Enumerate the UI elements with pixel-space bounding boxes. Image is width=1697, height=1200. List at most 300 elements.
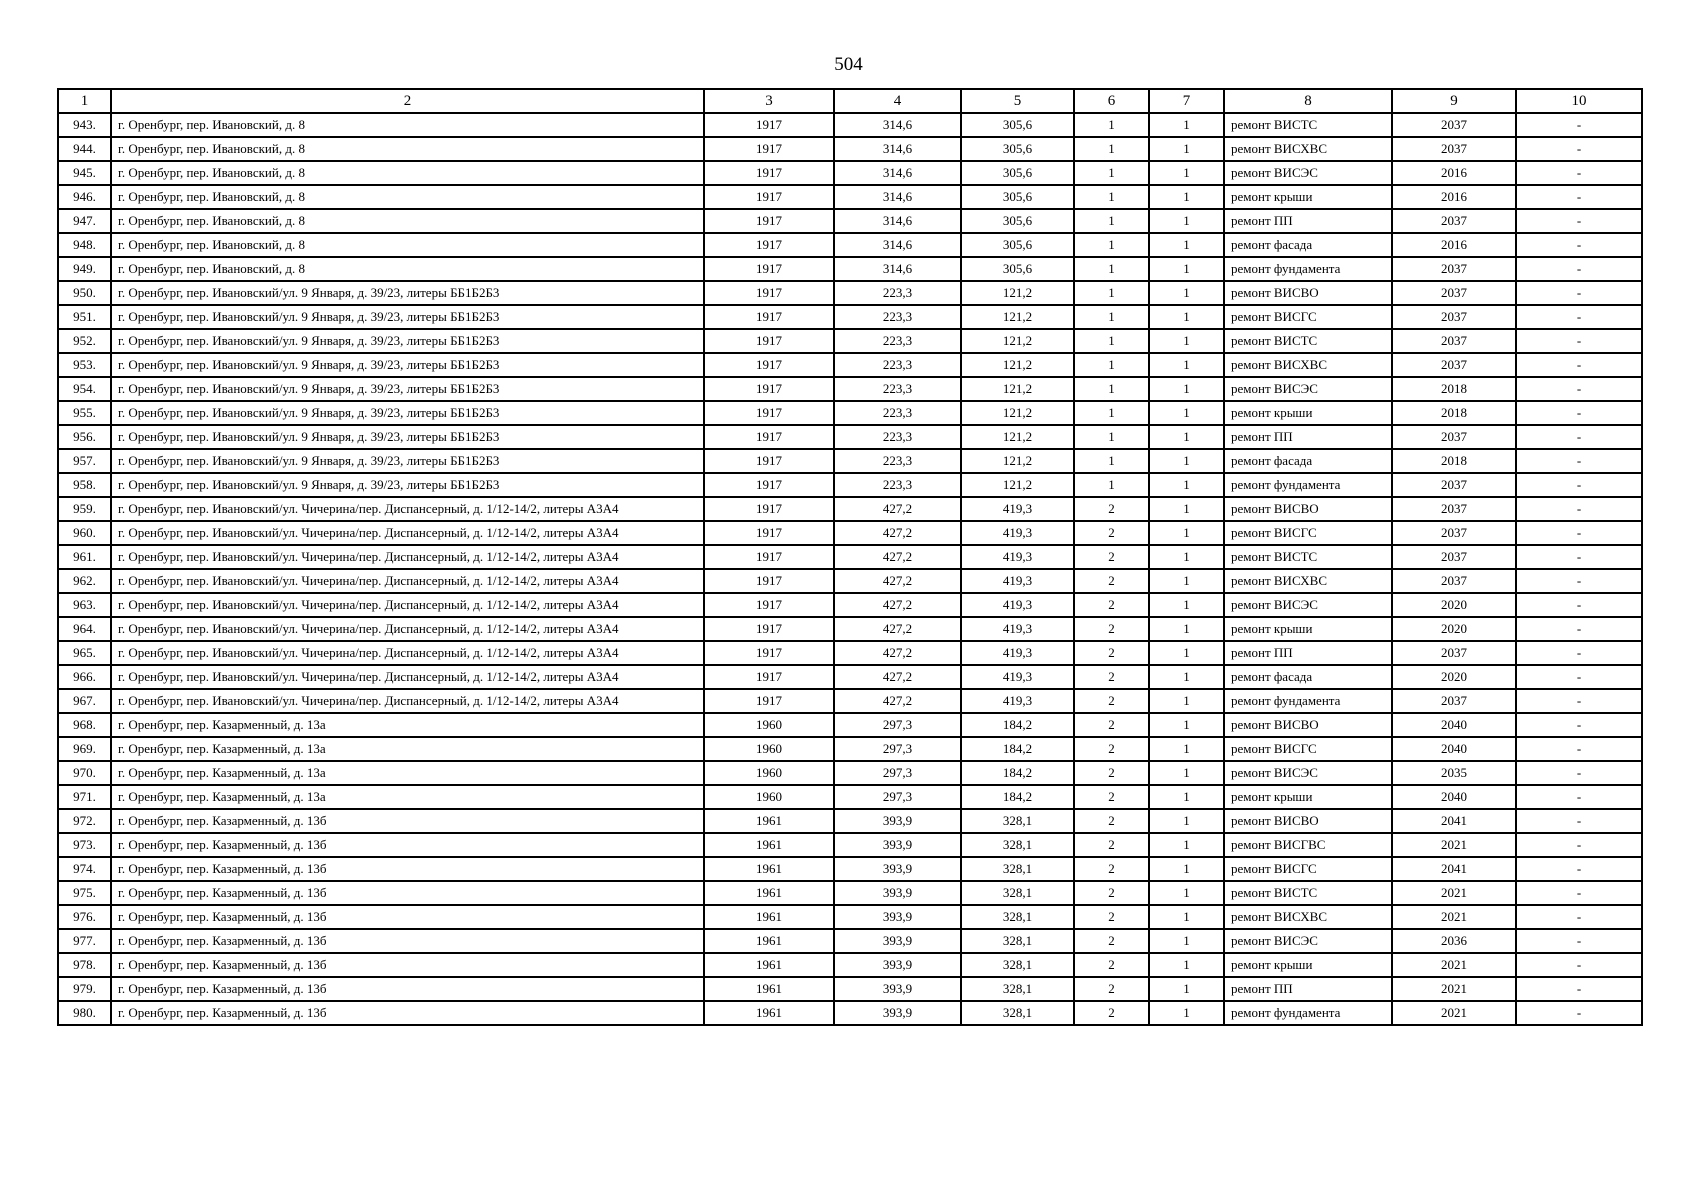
work-type-cell: ремонт фундамента <box>1224 1001 1392 1025</box>
row-number-cell: 948. <box>58 233 111 257</box>
plan-year-cell: 2021 <box>1392 977 1516 1001</box>
row-number-cell: 949. <box>58 257 111 281</box>
work-type-cell: ремонт ВИСТС <box>1224 881 1392 905</box>
address-cell: г. Оренбург, пер. Ивановский, д. 8 <box>111 257 704 281</box>
row-number-cell: 970. <box>58 761 111 785</box>
table-row <box>58 857 1642 881</box>
area-total-cell: 314,6 <box>834 161 961 185</box>
row-number-cell: 969. <box>58 737 111 761</box>
col6-cell: 1 <box>1074 473 1149 497</box>
col10-cell: - <box>1516 305 1642 329</box>
col6-cell: 1 <box>1074 401 1149 425</box>
row-number-cell: 972. <box>58 809 111 833</box>
col6-cell: 2 <box>1074 569 1149 593</box>
table-row <box>58 713 1642 737</box>
col6-cell: 2 <box>1074 713 1149 737</box>
col10-cell: - <box>1516 977 1642 1001</box>
table-row <box>58 881 1642 905</box>
plan-year-cell: 2037 <box>1392 473 1516 497</box>
row-number-cell: 960. <box>58 521 111 545</box>
table-row <box>58 113 1642 137</box>
year-cell: 1917 <box>704 497 834 521</box>
work-type-cell: ремонт крыши <box>1224 401 1392 425</box>
area-living-cell: 419,3 <box>961 521 1074 545</box>
area-total-cell: 393,9 <box>834 953 961 977</box>
col6-cell: 1 <box>1074 305 1149 329</box>
address-cell: г. Оренбург, пер. Ивановский/ул. Чичерина/пер. Диспансерный, д. 1/12-14/2, литеры А3А4 <box>111 545 704 569</box>
col10-cell: - <box>1516 137 1642 161</box>
work-type-cell: ремонт ВИСГС <box>1224 857 1392 881</box>
area-living-cell: 419,3 <box>961 665 1074 689</box>
table-row <box>58 257 1642 281</box>
row-number-cell: 976. <box>58 905 111 929</box>
column-header: 1 <box>58 89 111 113</box>
year-cell: 1917 <box>704 377 834 401</box>
area-total-cell: 223,3 <box>834 425 961 449</box>
col10-cell: - <box>1516 185 1642 209</box>
area-total-cell: 393,9 <box>834 977 961 1001</box>
area-total-cell: 223,3 <box>834 329 961 353</box>
col6-cell: 1 <box>1074 329 1149 353</box>
row-number-cell: 965. <box>58 641 111 665</box>
year-cell: 1917 <box>704 329 834 353</box>
year-cell: 1961 <box>704 953 834 977</box>
plan-year-cell: 2020 <box>1392 665 1516 689</box>
area-total-cell: 427,2 <box>834 497 961 521</box>
area-total-cell: 314,6 <box>834 113 961 137</box>
table-row <box>58 305 1642 329</box>
col7-cell: 1 <box>1149 881 1224 905</box>
row-number-cell: 968. <box>58 713 111 737</box>
year-cell: 1917 <box>704 185 834 209</box>
address-cell: г. Оренбург, пер. Казарменный, д. 13б <box>111 857 704 881</box>
year-cell: 1917 <box>704 569 834 593</box>
area-living-cell: 419,3 <box>961 641 1074 665</box>
table-row <box>58 473 1642 497</box>
table-row <box>58 377 1642 401</box>
area-living-cell: 305,6 <box>961 185 1074 209</box>
area-living-cell: 328,1 <box>961 809 1074 833</box>
address-cell: г. Оренбург, пер. Ивановский/ул. Чичерина/пер. Диспансерный, д. 1/12-14/2, литеры А3А4 <box>111 665 704 689</box>
area-total-cell: 393,9 <box>834 833 961 857</box>
plan-year-cell: 2037 <box>1392 113 1516 137</box>
col7-cell: 1 <box>1149 809 1224 833</box>
col7-cell: 1 <box>1149 377 1224 401</box>
area-total-cell: 223,3 <box>834 401 961 425</box>
col10-cell: - <box>1516 233 1642 257</box>
col6-cell: 1 <box>1074 449 1149 473</box>
area-total-cell: 223,3 <box>834 473 961 497</box>
col7-cell: 1 <box>1149 521 1224 545</box>
col10-cell: - <box>1516 473 1642 497</box>
area-living-cell: 328,1 <box>961 833 1074 857</box>
year-cell: 1917 <box>704 113 834 137</box>
col7-cell: 1 <box>1149 641 1224 665</box>
address-cell: г. Оренбург, пер. Ивановский/ул. Чичерина/пер. Диспансерный, д. 1/12-14/2, литеры А3А4 <box>111 593 704 617</box>
page-number: 504 <box>834 54 863 75</box>
area-living-cell: 184,2 <box>961 737 1074 761</box>
year-cell: 1961 <box>704 857 834 881</box>
row-number-cell: 943. <box>58 113 111 137</box>
plan-year-cell: 2037 <box>1392 353 1516 377</box>
address-cell: г. Оренбург, пер. Казарменный, д. 13а <box>111 737 704 761</box>
address-cell: г. Оренбург, пер. Ивановский/ул. 9 Января, д. 39/23, литеры ББ1Б2Б3 <box>111 353 704 377</box>
table-row <box>58 761 1642 785</box>
work-type-cell: ремонт ВИСВО <box>1224 713 1392 737</box>
col10-cell: - <box>1516 113 1642 137</box>
col6-cell: 2 <box>1074 737 1149 761</box>
area-total-cell: 223,3 <box>834 377 961 401</box>
area-living-cell: 305,6 <box>961 233 1074 257</box>
work-type-cell: ремонт ВИСТС <box>1224 113 1392 137</box>
table-row <box>58 617 1642 641</box>
col7-cell: 1 <box>1149 617 1224 641</box>
col7-cell: 1 <box>1149 905 1224 929</box>
col10-cell: - <box>1516 617 1642 641</box>
work-type-cell: ремонт фасада <box>1224 665 1392 689</box>
plan-year-cell: 2021 <box>1392 833 1516 857</box>
year-cell: 1917 <box>704 137 834 161</box>
col7-cell: 1 <box>1149 281 1224 305</box>
year-cell: 1917 <box>704 593 834 617</box>
col10-cell: - <box>1516 833 1642 857</box>
work-type-cell: ремонт ВИСГС <box>1224 305 1392 329</box>
area-living-cell: 419,3 <box>961 593 1074 617</box>
col6-cell: 2 <box>1074 617 1149 641</box>
col7-cell: 1 <box>1149 689 1224 713</box>
col6-cell: 2 <box>1074 833 1149 857</box>
work-type-cell: ремонт ВИСХВС <box>1224 905 1392 929</box>
col7-cell: 1 <box>1149 209 1224 233</box>
work-type-cell: ремонт ПП <box>1224 425 1392 449</box>
work-type-cell: ремонт ПП <box>1224 209 1392 233</box>
col7-cell: 1 <box>1149 401 1224 425</box>
table-row <box>58 353 1642 377</box>
col6-cell: 2 <box>1074 1001 1149 1025</box>
work-type-cell: ремонт ВИСТС <box>1224 329 1392 353</box>
col10-cell: - <box>1516 353 1642 377</box>
plan-year-cell: 2041 <box>1392 809 1516 833</box>
area-living-cell: 121,2 <box>961 305 1074 329</box>
address-cell: г. Оренбург, пер. Казарменный, д. 13б <box>111 929 704 953</box>
col6-cell: 2 <box>1074 521 1149 545</box>
year-cell: 1961 <box>704 929 834 953</box>
col7-cell: 1 <box>1149 737 1224 761</box>
col10-cell: - <box>1516 425 1642 449</box>
year-cell: 1917 <box>704 281 834 305</box>
table-row <box>58 401 1642 425</box>
table-row <box>58 329 1642 353</box>
table-row <box>58 977 1642 1001</box>
area-living-cell: 121,2 <box>961 377 1074 401</box>
row-number-cell: 961. <box>58 545 111 569</box>
area-living-cell: 184,2 <box>961 761 1074 785</box>
plan-year-cell: 2035 <box>1392 761 1516 785</box>
table-row <box>58 833 1642 857</box>
work-type-cell: ремонт крыши <box>1224 185 1392 209</box>
address-cell: г. Оренбург, пер. Ивановский/ул. 9 Января, д. 39/23, литеры ББ1Б2Б3 <box>111 377 704 401</box>
row-number-cell: 946. <box>58 185 111 209</box>
row-number-cell: 944. <box>58 137 111 161</box>
area-total-cell: 427,2 <box>834 665 961 689</box>
table-row <box>58 497 1642 521</box>
column-header: 9 <box>1392 89 1516 113</box>
address-cell: г. Оренбург, пер. Ивановский, д. 8 <box>111 209 704 233</box>
address-cell: г. Оренбург, пер. Ивановский, д. 8 <box>111 161 704 185</box>
year-cell: 1961 <box>704 905 834 929</box>
year-cell: 1960 <box>704 785 834 809</box>
table-row <box>58 689 1642 713</box>
plan-year-cell: 2037 <box>1392 425 1516 449</box>
address-cell: г. Оренбург, пер. Казарменный, д. 13б <box>111 905 704 929</box>
col6-cell: 2 <box>1074 641 1149 665</box>
plan-year-cell: 2037 <box>1392 281 1516 305</box>
area-living-cell: 328,1 <box>961 1001 1074 1025</box>
plan-year-cell: 2037 <box>1392 329 1516 353</box>
year-cell: 1917 <box>704 545 834 569</box>
year-cell: 1917 <box>704 641 834 665</box>
row-number-cell: 958. <box>58 473 111 497</box>
col10-cell: - <box>1516 737 1642 761</box>
area-living-cell: 328,1 <box>961 857 1074 881</box>
area-total-cell: 314,6 <box>834 257 961 281</box>
area-total-cell: 427,2 <box>834 617 961 641</box>
area-living-cell: 184,2 <box>961 713 1074 737</box>
area-living-cell: 328,1 <box>961 881 1074 905</box>
area-total-cell: 223,3 <box>834 305 961 329</box>
col10-cell: - <box>1516 329 1642 353</box>
column-header: 4 <box>834 89 961 113</box>
col7-cell: 1 <box>1149 833 1224 857</box>
work-type-cell: ремонт ВИСГС <box>1224 521 1392 545</box>
header-row <box>58 89 1642 113</box>
col7-cell: 1 <box>1149 233 1224 257</box>
col6-cell: 1 <box>1074 113 1149 137</box>
table-row <box>58 137 1642 161</box>
col7-cell: 1 <box>1149 1001 1224 1025</box>
year-cell: 1917 <box>704 617 834 641</box>
row-number-cell: 957. <box>58 449 111 473</box>
row-number-cell: 953. <box>58 353 111 377</box>
table-row <box>58 737 1642 761</box>
year-cell: 1960 <box>704 737 834 761</box>
col10-cell: - <box>1516 905 1642 929</box>
col10-cell: - <box>1516 401 1642 425</box>
address-cell: г. Оренбург, пер. Казарменный, д. 13а <box>111 761 704 785</box>
address-cell: г. Оренбург, пер. Ивановский/ул. 9 Января, д. 39/23, литеры ББ1Б2Б3 <box>111 473 704 497</box>
row-number-cell: 963. <box>58 593 111 617</box>
column-header: 10 <box>1516 89 1642 113</box>
row-number-cell: 974. <box>58 857 111 881</box>
row-number-cell: 978. <box>58 953 111 977</box>
plan-year-cell: 2016 <box>1392 161 1516 185</box>
col7-cell: 1 <box>1149 785 1224 809</box>
work-type-cell: ремонт ВИСЭС <box>1224 161 1392 185</box>
plan-year-cell: 2018 <box>1392 449 1516 473</box>
plan-year-cell: 2037 <box>1392 569 1516 593</box>
plan-year-cell: 2021 <box>1392 1001 1516 1025</box>
work-type-cell: ремонт ВИСХВС <box>1224 569 1392 593</box>
area-living-cell: 328,1 <box>961 929 1074 953</box>
work-type-cell: ремонт крыши <box>1224 953 1392 977</box>
table-row <box>58 185 1642 209</box>
row-number-cell: 964. <box>58 617 111 641</box>
work-type-cell: ремонт ПП <box>1224 977 1392 1001</box>
col7-cell: 1 <box>1149 665 1224 689</box>
area-total-cell: 393,9 <box>834 857 961 881</box>
area-total-cell: 314,6 <box>834 233 961 257</box>
work-type-cell: ремонт ВИСГС <box>1224 737 1392 761</box>
area-total-cell: 393,9 <box>834 905 961 929</box>
table-row <box>58 161 1642 185</box>
col7-cell: 1 <box>1149 425 1224 449</box>
plan-year-cell: 2037 <box>1392 257 1516 281</box>
address-cell: г. Оренбург, пер. Казарменный, д. 13б <box>111 881 704 905</box>
col7-cell: 1 <box>1149 473 1224 497</box>
work-type-cell: ремонт крыши <box>1224 785 1392 809</box>
col6-cell: 1 <box>1074 257 1149 281</box>
address-cell: г. Оренбург, пер. Ивановский, д. 8 <box>111 137 704 161</box>
plan-year-cell: 2037 <box>1392 497 1516 521</box>
row-number-cell: 951. <box>58 305 111 329</box>
address-cell: г. Оренбург, пер. Казарменный, д. 13б <box>111 977 704 1001</box>
col6-cell: 1 <box>1074 161 1149 185</box>
work-type-cell: ремонт ВИСГВС <box>1224 833 1392 857</box>
address-cell: г. Оренбург, пер. Казарменный, д. 13а <box>111 785 704 809</box>
col7-cell: 1 <box>1149 305 1224 329</box>
area-total-cell: 393,9 <box>834 881 961 905</box>
work-type-cell: ремонт фундамента <box>1224 473 1392 497</box>
column-header: 3 <box>704 89 834 113</box>
address-cell: г. Оренбург, пер. Ивановский/ул. Чичерина/пер. Диспансерный, д. 1/12-14/2, литеры А3А4 <box>111 569 704 593</box>
column-header: 5 <box>961 89 1074 113</box>
col10-cell: - <box>1516 161 1642 185</box>
row-number-cell: 950. <box>58 281 111 305</box>
area-total-cell: 297,3 <box>834 713 961 737</box>
table-row <box>58 665 1642 689</box>
address-cell: г. Оренбург, пер. Ивановский/ул. Чичерина/пер. Диспансерный, д. 1/12-14/2, литеры А3А4 <box>111 617 704 641</box>
row-number-cell: 977. <box>58 929 111 953</box>
col6-cell: 1 <box>1074 425 1149 449</box>
plan-year-cell: 2020 <box>1392 617 1516 641</box>
plan-year-cell: 2037 <box>1392 209 1516 233</box>
col6-cell: 2 <box>1074 881 1149 905</box>
address-cell: г. Оренбург, пер. Ивановский/ул. Чичерина/пер. Диспансерный, д. 1/12-14/2, литеры А3А4 <box>111 689 704 713</box>
plan-year-cell: 2037 <box>1392 641 1516 665</box>
plan-year-cell: 2041 <box>1392 857 1516 881</box>
area-living-cell: 121,2 <box>961 425 1074 449</box>
area-total-cell: 314,6 <box>834 209 961 233</box>
year-cell: 1960 <box>704 761 834 785</box>
col6-cell: 2 <box>1074 857 1149 881</box>
year-cell: 1917 <box>704 689 834 713</box>
work-type-cell: ремонт ВИСЭС <box>1224 929 1392 953</box>
address-cell: г. Оренбург, пер. Ивановский, д. 8 <box>111 233 704 257</box>
table-body <box>58 113 1642 1025</box>
table-row <box>58 809 1642 833</box>
area-total-cell: 393,9 <box>834 809 961 833</box>
work-type-cell: ремонт ВИСВО <box>1224 281 1392 305</box>
area-living-cell: 305,6 <box>961 257 1074 281</box>
plan-year-cell: 2037 <box>1392 137 1516 161</box>
col10-cell: - <box>1516 809 1642 833</box>
area-living-cell: 328,1 <box>961 953 1074 977</box>
year-cell: 1917 <box>704 209 834 233</box>
col7-cell: 1 <box>1149 257 1224 281</box>
table-row <box>58 569 1642 593</box>
col10-cell: - <box>1516 761 1642 785</box>
col6-cell: 1 <box>1074 377 1149 401</box>
area-total-cell: 427,2 <box>834 521 961 545</box>
area-living-cell: 184,2 <box>961 785 1074 809</box>
col7-cell: 1 <box>1149 761 1224 785</box>
col6-cell: 2 <box>1074 785 1149 809</box>
year-cell: 1961 <box>704 881 834 905</box>
work-type-cell: ремонт ВИСВО <box>1224 497 1392 521</box>
address-cell: г. Оренбург, пер. Ивановский, д. 8 <box>111 113 704 137</box>
area-living-cell: 305,6 <box>961 137 1074 161</box>
address-cell: г. Оренбург, пер. Ивановский/ул. 9 Января, д. 39/23, литеры ББ1Б2Б3 <box>111 449 704 473</box>
plan-year-cell: 2021 <box>1392 905 1516 929</box>
row-number-cell: 945. <box>58 161 111 185</box>
table-row <box>58 209 1642 233</box>
col6-cell: 2 <box>1074 545 1149 569</box>
col7-cell: 1 <box>1149 953 1224 977</box>
col6-cell: 1 <box>1074 137 1149 161</box>
area-living-cell: 419,3 <box>961 689 1074 713</box>
table-row <box>58 449 1642 473</box>
table-row <box>58 545 1642 569</box>
year-cell: 1917 <box>704 353 834 377</box>
area-living-cell: 121,2 <box>961 329 1074 353</box>
row-number-cell: 980. <box>58 1001 111 1025</box>
col6-cell: 1 <box>1074 185 1149 209</box>
row-number-cell: 955. <box>58 401 111 425</box>
year-cell: 1961 <box>704 977 834 1001</box>
address-cell: г. Оренбург, пер. Ивановский, д. 8 <box>111 185 704 209</box>
column-header: 6 <box>1074 89 1149 113</box>
year-cell: 1961 <box>704 1001 834 1025</box>
work-type-cell: ремонт фасада <box>1224 449 1392 473</box>
year-cell: 1961 <box>704 809 834 833</box>
work-type-cell: ремонт ВИСЭС <box>1224 593 1392 617</box>
row-number-cell: 956. <box>58 425 111 449</box>
area-total-cell: 223,3 <box>834 449 961 473</box>
work-type-cell: ремонт крыши <box>1224 617 1392 641</box>
col10-cell: - <box>1516 449 1642 473</box>
plan-year-cell: 2037 <box>1392 689 1516 713</box>
col7-cell: 1 <box>1149 137 1224 161</box>
area-living-cell: 305,6 <box>961 113 1074 137</box>
address-cell: г. Оренбург, пер. Казарменный, д. 13б <box>111 809 704 833</box>
area-total-cell: 314,6 <box>834 137 961 161</box>
col10-cell: - <box>1516 545 1642 569</box>
work-type-cell: ремонт ВИСВО <box>1224 809 1392 833</box>
col6-cell: 2 <box>1074 977 1149 1001</box>
col7-cell: 1 <box>1149 929 1224 953</box>
row-number-cell: 971. <box>58 785 111 809</box>
area-total-cell: 223,3 <box>834 353 961 377</box>
table-row <box>58 1001 1642 1025</box>
year-cell: 1917 <box>704 305 834 329</box>
work-type-cell: ремонт фундамента <box>1224 689 1392 713</box>
col10-cell: - <box>1516 209 1642 233</box>
work-type-cell: ремонт фасада <box>1224 233 1392 257</box>
area-living-cell: 419,3 <box>961 497 1074 521</box>
year-cell: 1917 <box>704 473 834 497</box>
plan-year-cell: 2037 <box>1392 545 1516 569</box>
work-type-cell: ремонт ВИСТС <box>1224 545 1392 569</box>
